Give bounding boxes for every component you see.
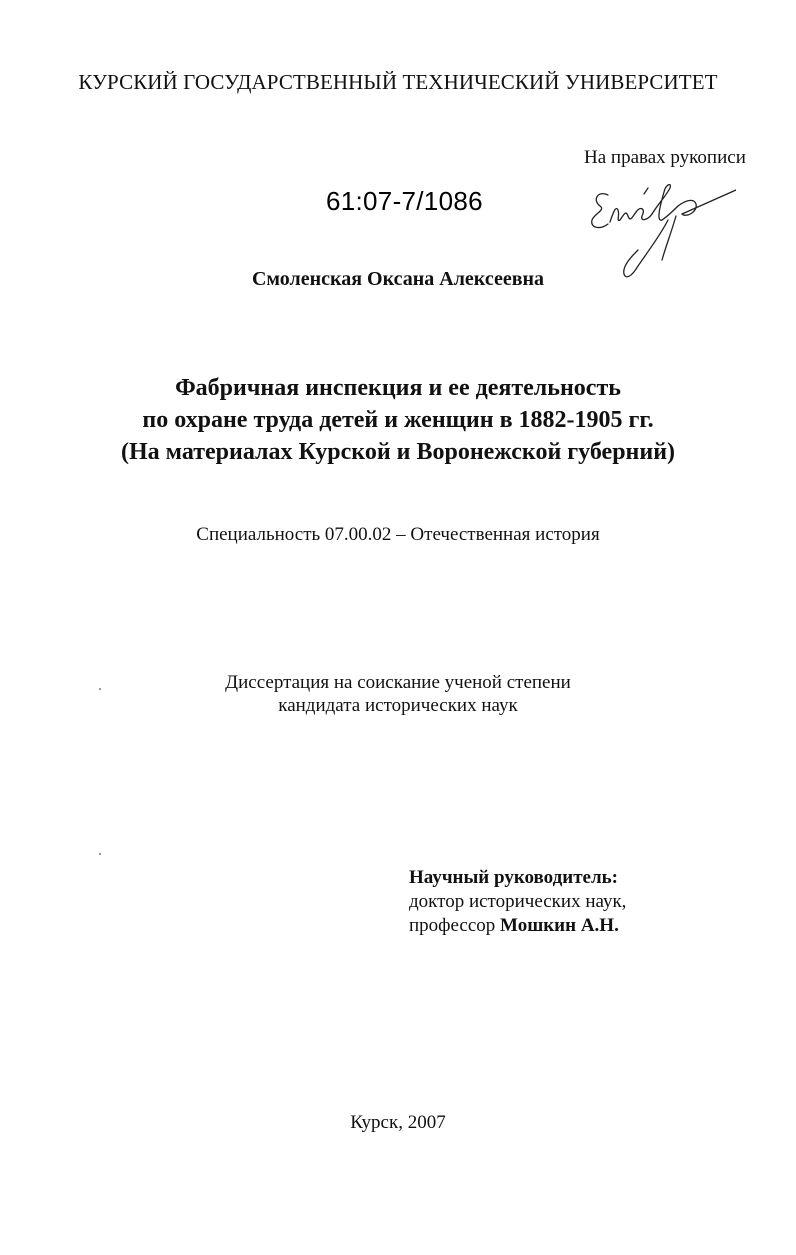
supervisor-block bbox=[409, 866, 626, 938]
specialty: Специальность 07.00.02 – Отечественная история bbox=[196, 524, 600, 545]
catalog-code: 61:07-7/1086 bbox=[326, 186, 483, 216]
scan-speck bbox=[99, 688, 101, 690]
title-line-3: (На материалах Курской и Воронежской губерний) bbox=[120, 439, 676, 465]
scan-speck bbox=[99, 853, 101, 855]
dissertation-title bbox=[0, 372, 796, 468]
title-line-1: Фабричная инспекция и ее деятельность bbox=[175, 375, 621, 401]
title-line-2: по охране труда детей и женщин в 1882-1905 гг. bbox=[142, 407, 654, 433]
supervisor-title-row bbox=[409, 914, 626, 938]
supervisor-name: Мошкин А.Н. bbox=[500, 915, 619, 936]
university-name: КУРСКИЙ ГОСУДАРСТВЕННЫЙ ТЕХНИЧЕСКИЙ УНИВЕРСИТЕТ bbox=[78, 70, 718, 94]
author-name: Смоленская Оксана Алексеевна bbox=[251, 268, 545, 290]
manuscript-rights-note: На правах рукописи bbox=[584, 147, 746, 168]
supervisor-position: профессор bbox=[409, 915, 496, 936]
degree-line-1: Диссертация на соискание ученой степени bbox=[225, 672, 571, 693]
supervisor-heading: Научный руководитель: bbox=[409, 867, 618, 888]
place-and-year: Курск, 2007 bbox=[350, 1112, 446, 1133]
degree-statement bbox=[0, 671, 796, 717]
supervisor-degree: доктор исторических наук, bbox=[409, 891, 627, 912]
degree-line-2: кандидата исторических наук bbox=[278, 695, 518, 716]
